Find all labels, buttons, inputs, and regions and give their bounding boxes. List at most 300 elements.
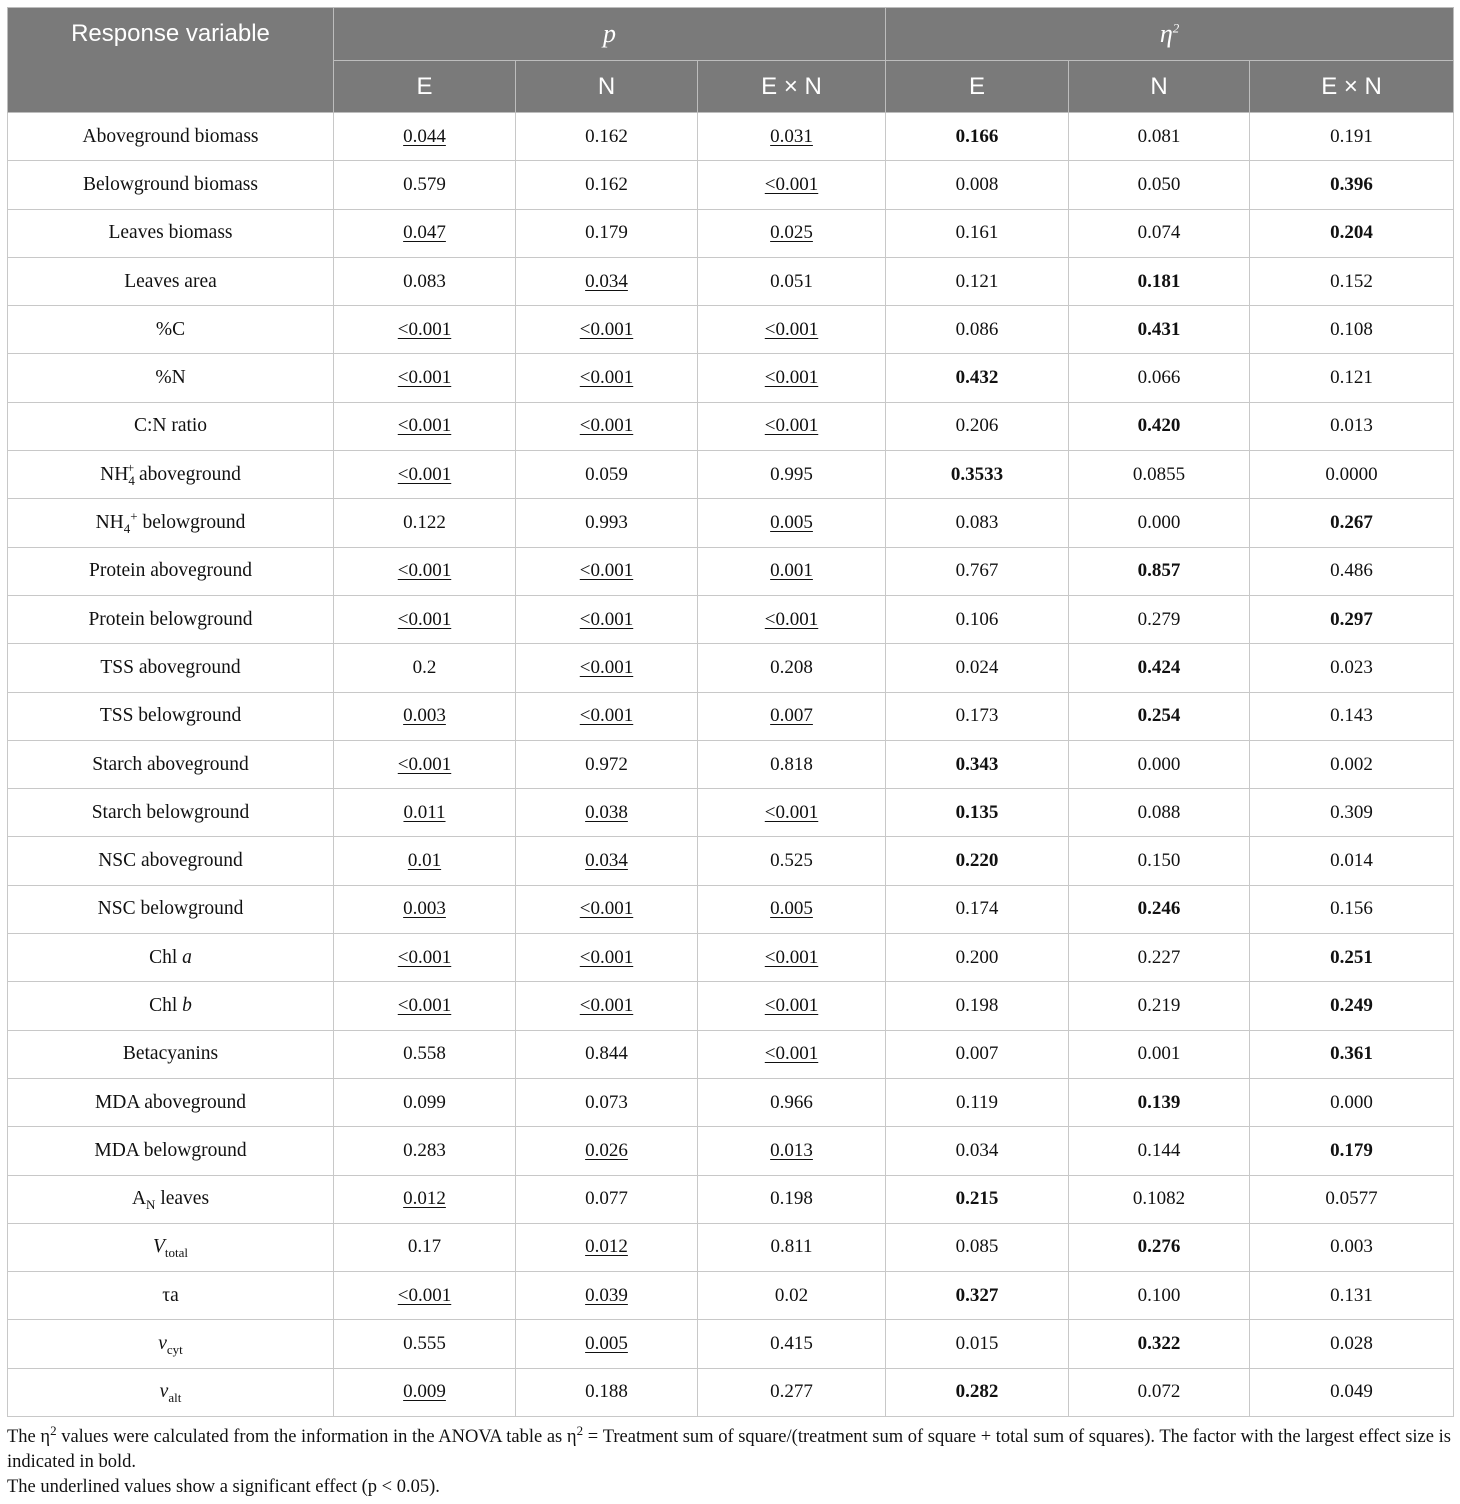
cell-value: 0.191	[1330, 125, 1373, 147]
cell-value: 0.008	[955, 173, 999, 195]
cell-eta-exn	[1250, 161, 1454, 209]
cell-eta-exn	[1250, 885, 1454, 933]
cell-p-e	[334, 209, 516, 257]
cell-p-e	[334, 789, 516, 837]
header-group-p: p	[334, 8, 886, 61]
cell-value: 0.555	[403, 1333, 446, 1355]
cell-eta-e	[886, 161, 1069, 209]
cell-value: 0.034	[585, 850, 628, 872]
cell-p-e	[334, 306, 516, 354]
cell-p-e	[334, 547, 516, 595]
cell-value: 0.309	[1330, 801, 1373, 823]
cell-eta-n	[1069, 451, 1250, 499]
cell-p-exn	[698, 1127, 886, 1175]
table-row	[8, 789, 1454, 837]
anova-table-container	[7, 7, 1453, 1417]
table-row	[8, 1223, 1454, 1271]
cell-value: 0.009	[403, 1381, 446, 1403]
cell-eta-exn	[1250, 451, 1454, 499]
cell-value: 0.486	[1330, 560, 1373, 582]
cell-value: 0.198	[770, 1188, 813, 1210]
header-response-variable: Response variable	[8, 8, 334, 113]
cell-eta-n	[1069, 1368, 1250, 1416]
cell-eta-exn	[1250, 1320, 1454, 1368]
cell-p-exn	[698, 161, 886, 209]
table-row	[8, 837, 1454, 885]
cell-value: <0.001	[397, 946, 452, 968]
row-label: Leaves biomass	[8, 209, 334, 257]
cell-eta-exn	[1250, 354, 1454, 402]
cell-p-n	[516, 692, 698, 740]
cell-value: 0.966	[770, 1091, 813, 1113]
cell-p-e	[334, 1175, 516, 1223]
cell-eta-n	[1069, 837, 1250, 885]
table-footnote	[7, 1422, 1457, 1500]
cell-value: 0.525	[770, 850, 813, 872]
cell-eta-e	[886, 740, 1069, 788]
cell-value: 0.007	[955, 1043, 999, 1065]
cell-p-exn	[698, 451, 886, 499]
row-label: Chl b	[8, 982, 334, 1030]
cell-value: 0.279	[1137, 608, 1181, 630]
eta-superscript: 2	[1172, 20, 1180, 36]
cell-value: 0.012	[585, 1236, 628, 1258]
cell-p-n	[516, 451, 698, 499]
cell-p-e	[334, 1320, 516, 1368]
cell-eta-e	[886, 885, 1069, 933]
cell-value: 0.005	[770, 512, 813, 534]
cell-p-n	[516, 1175, 698, 1223]
cell-p-e	[334, 1272, 516, 1320]
cell-value: 0.188	[585, 1381, 628, 1403]
cell-eta-exn	[1250, 257, 1454, 305]
cell-value: 0.254	[1137, 705, 1181, 727]
cell-eta-exn	[1250, 306, 1454, 354]
cell-value: 0.162	[585, 173, 628, 195]
cell-p-exn	[698, 547, 886, 595]
cell-value: <0.001	[579, 318, 634, 340]
cell-p-exn	[698, 885, 886, 933]
cell-value: <0.001	[397, 463, 452, 485]
cell-value: <0.001	[579, 367, 634, 389]
table-row	[8, 740, 1454, 788]
cell-value: 0.0577	[1325, 1188, 1378, 1210]
cell-value: 0.106	[955, 608, 999, 630]
cell-value: 0.424	[1137, 656, 1181, 678]
eta-symbol: η	[1159, 19, 1173, 48]
row-label: TSS belowground	[8, 692, 334, 740]
table-row	[8, 595, 1454, 643]
cell-eta-e	[886, 1223, 1069, 1271]
cell-value: 0.431	[1137, 318, 1181, 340]
table-row	[8, 885, 1454, 933]
cell-p-e	[334, 1127, 516, 1175]
row-label: Leaves area	[8, 257, 334, 305]
cell-value: 0.173	[955, 705, 999, 727]
cell-value: 0.086	[955, 318, 999, 340]
header-row-1	[8, 8, 1454, 61]
cell-eta-n	[1069, 789, 1250, 837]
table-row	[8, 692, 1454, 740]
table-row	[8, 1030, 1454, 1078]
cell-value: 0.023	[1330, 656, 1373, 678]
cell-eta-exn	[1250, 692, 1454, 740]
cell-eta-n	[1069, 1030, 1250, 1078]
cell-p-exn	[698, 1368, 886, 1416]
cell-eta-exn	[1250, 499, 1454, 547]
cell-value: 0.0855	[1132, 463, 1186, 485]
cell-p-exn	[698, 209, 886, 257]
cell-value: 0.156	[1330, 898, 1373, 920]
cell-value: 0.150	[1137, 850, 1181, 872]
cell-p-n	[516, 1078, 698, 1126]
cell-p-exn	[698, 789, 886, 837]
cell-value: 0.099	[403, 1091, 446, 1113]
cell-eta-exn	[1250, 1127, 1454, 1175]
row-label: C:N ratio	[8, 402, 334, 450]
row-label: Starch aboveground	[8, 740, 334, 788]
cell-value: 0.415	[770, 1333, 813, 1355]
cell-value: 0.013	[770, 1139, 813, 1161]
cell-eta-e	[886, 595, 1069, 643]
cell-p-n	[516, 499, 698, 547]
cell-eta-exn	[1250, 740, 1454, 788]
cell-p-exn	[698, 1320, 886, 1368]
row-label: Protein belowground	[8, 595, 334, 643]
cell-value: 0.088	[1137, 801, 1181, 823]
cell-value: 0.000	[1137, 512, 1181, 534]
cell-p-n	[516, 1320, 698, 1368]
cell-value: 0.000	[1330, 1091, 1373, 1113]
table-row	[8, 161, 1454, 209]
cell-p-n	[516, 354, 698, 402]
cell-value: 0.1082	[1132, 1188, 1186, 1210]
cell-value: 0.993	[585, 512, 628, 534]
cell-value: 0.251	[1330, 946, 1373, 968]
cell-p-n	[516, 595, 698, 643]
cell-p-e	[334, 934, 516, 982]
cell-value: 0.059	[585, 463, 628, 485]
cell-value: 0.074	[1137, 222, 1181, 244]
cell-value: 0.361	[1330, 1043, 1373, 1065]
cell-value: <0.001	[579, 705, 634, 727]
cell-p-exn	[698, 354, 886, 402]
cell-value: 0.144	[1137, 1139, 1181, 1161]
table-row	[8, 113, 1454, 161]
table-row	[8, 451, 1454, 499]
cell-value: 0.131	[1330, 1284, 1373, 1306]
cell-p-exn	[698, 692, 886, 740]
cell-value: <0.001	[397, 994, 452, 1016]
cell-value: 0.3533	[950, 463, 1004, 485]
cell-p-e	[334, 1368, 516, 1416]
cell-value: <0.001	[397, 367, 452, 389]
cell-value: 0.025	[770, 222, 813, 244]
cell-value: <0.001	[579, 946, 634, 968]
cell-eta-n	[1069, 161, 1250, 209]
cell-value: 0.039	[585, 1284, 628, 1306]
cell-value: 0.028	[1330, 1333, 1373, 1355]
cell-eta-e	[886, 402, 1069, 450]
cell-value: 0.015	[955, 1333, 999, 1355]
cell-eta-e	[886, 982, 1069, 1030]
cell-p-exn	[698, 1175, 886, 1223]
table-row	[8, 1368, 1454, 1416]
cell-p-e	[334, 402, 516, 450]
cell-value: 0.038	[585, 801, 628, 823]
cell-value: <0.001	[397, 560, 452, 582]
cell-eta-e	[886, 837, 1069, 885]
cell-value: <0.001	[764, 608, 819, 630]
row-label: $\nu_{cyt}$	[8, 1320, 334, 1368]
cell-eta-n	[1069, 1320, 1250, 1368]
cell-value: 0.047	[403, 222, 446, 244]
cell-p-n	[516, 1030, 698, 1078]
table-row	[8, 257, 1454, 305]
cell-eta-e	[886, 306, 1069, 354]
cell-p-e	[334, 885, 516, 933]
cell-value: 0.012	[403, 1188, 446, 1210]
row-label: TSS aboveground	[8, 644, 334, 692]
cell-p-n	[516, 161, 698, 209]
cell-eta-e	[886, 1127, 1069, 1175]
table-row	[8, 1127, 1454, 1175]
cell-value: 0.007	[770, 705, 813, 727]
row-label: MDA belowground	[8, 1127, 334, 1175]
cell-value: 0.277	[770, 1381, 813, 1403]
cell-eta-exn	[1250, 982, 1454, 1030]
cell-eta-exn	[1250, 644, 1454, 692]
cell-eta-n	[1069, 354, 1250, 402]
cell-value: 0.139	[1137, 1091, 1181, 1113]
cell-value: <0.001	[764, 994, 819, 1016]
cell-value: 0.073	[585, 1091, 628, 1113]
header-group-eta	[886, 8, 1454, 61]
cell-eta-n	[1069, 1223, 1250, 1271]
cell-p-n	[516, 644, 698, 692]
cell-p-n	[516, 740, 698, 788]
cell-eta-n	[1069, 885, 1250, 933]
row-label: MDA aboveground	[8, 1078, 334, 1126]
cell-value: 0.050	[1137, 173, 1181, 195]
cell-eta-exn	[1250, 1078, 1454, 1126]
table-row	[8, 402, 1454, 450]
cell-eta-exn	[1250, 837, 1454, 885]
cell-value: 0.002	[1330, 753, 1373, 775]
header-eta-e: E	[886, 61, 1069, 113]
cell-eta-n	[1069, 740, 1250, 788]
cell-eta-exn	[1250, 113, 1454, 161]
cell-value: 0.077	[585, 1188, 628, 1210]
cell-eta-exn	[1250, 1030, 1454, 1078]
cell-value: 0.0000	[1325, 463, 1378, 485]
cell-p-e	[334, 113, 516, 161]
cell-value: 0.081	[1137, 125, 1181, 147]
cell-value: <0.001	[397, 1284, 452, 1306]
cell-value: 0.420	[1137, 415, 1181, 437]
cell-p-exn	[698, 499, 886, 547]
cell-value: <0.001	[397, 753, 452, 775]
table-row	[8, 644, 1454, 692]
cell-eta-e	[886, 209, 1069, 257]
cell-eta-n	[1069, 595, 1250, 643]
cell-value: 0.072	[1137, 1381, 1181, 1403]
cell-value: 0.049	[1330, 1381, 1373, 1403]
cell-eta-n	[1069, 257, 1250, 305]
cell-value: 0.200	[955, 946, 999, 968]
cell-p-n	[516, 1223, 698, 1271]
cell-p-exn	[698, 1078, 886, 1126]
cell-p-e	[334, 1030, 516, 1078]
cell-p-n	[516, 209, 698, 257]
cell-eta-exn	[1250, 1368, 1454, 1416]
cell-p-e	[334, 740, 516, 788]
cell-p-n	[516, 1368, 698, 1416]
cell-p-exn	[698, 306, 886, 354]
table-row	[8, 982, 1454, 1030]
header-eta-exn: E × N	[1250, 61, 1454, 113]
table-row	[8, 547, 1454, 595]
cell-value: 0.013	[1330, 415, 1373, 437]
cell-eta-e	[886, 692, 1069, 740]
cell-value: <0.001	[579, 415, 634, 437]
cell-value: 0.811	[770, 1236, 813, 1258]
cell-p-e	[334, 257, 516, 305]
cell-value: <0.001	[764, 173, 819, 195]
cell-eta-n	[1069, 1175, 1250, 1223]
cell-eta-exn	[1250, 1272, 1454, 1320]
cell-eta-e	[886, 257, 1069, 305]
cell-value: 0.818	[770, 753, 813, 775]
cell-eta-e	[886, 1030, 1069, 1078]
cell-value: 0.001	[1137, 1043, 1181, 1065]
cell-eta-n	[1069, 934, 1250, 982]
row-label: $NH_4^+$ aboveground	[8, 451, 334, 499]
table-row	[8, 1175, 1454, 1223]
cell-p-e	[334, 161, 516, 209]
cell-value: 0.122	[403, 512, 446, 534]
header-p-e: E	[334, 61, 516, 113]
cell-value: 0.135	[955, 801, 999, 823]
cell-p-exn	[698, 740, 886, 788]
row-label: Betacyanins	[8, 1030, 334, 1078]
cell-value: 0.215	[955, 1188, 999, 1210]
cell-p-e	[334, 692, 516, 740]
cell-value: 0.014	[1330, 850, 1373, 872]
cell-eta-n	[1069, 1078, 1250, 1126]
cell-value: 0.034	[955, 1139, 999, 1161]
cell-value: 0.152	[1330, 270, 1373, 292]
cell-value: 0.162	[585, 125, 628, 147]
cell-value: <0.001	[397, 608, 452, 630]
footnote-eta-definition: The $\eta^2$ values were calculated from the information in the ANOVA table as $\eta^2$ = Treatment sum of square/(treatment sum of square + total sum of squares). The factor with the largest effect size is indicated in bold.	[7, 1422, 1451, 1472]
cell-value: 0.011	[403, 801, 446, 823]
cell-value: 0.198	[955, 994, 999, 1016]
cell-value: 0.034	[585, 270, 628, 292]
cell-p-n	[516, 934, 698, 982]
cell-value: 0.181	[1137, 270, 1181, 292]
cell-value: 0.227	[1137, 946, 1181, 968]
row-label: Protein aboveground	[8, 547, 334, 595]
cell-eta-e	[886, 1320, 1069, 1368]
cell-value: 0.267	[1330, 512, 1373, 534]
table-body	[8, 113, 1454, 1417]
cell-value: 0.085	[955, 1236, 999, 1258]
cell-value: 0.208	[770, 656, 813, 678]
cell-value: 0.174	[955, 898, 999, 920]
cell-eta-e	[886, 1078, 1069, 1126]
row-label: Chl a	[8, 934, 334, 982]
cell-p-n	[516, 837, 698, 885]
cell-eta-exn	[1250, 789, 1454, 837]
cell-p-e	[334, 499, 516, 547]
cell-p-e	[334, 354, 516, 402]
cell-value: 0.219	[1137, 994, 1181, 1016]
cell-value: 0.031	[770, 125, 813, 147]
cell-value: 0.327	[955, 1284, 999, 1306]
cell-value: 0.121	[955, 270, 999, 292]
cell-p-n	[516, 113, 698, 161]
cell-value: 0.17	[407, 1236, 442, 1258]
cell-eta-e	[886, 934, 1069, 982]
row-label: $V_{total}$	[8, 1223, 334, 1271]
header-p-n: N	[516, 61, 698, 113]
cell-eta-exn	[1250, 595, 1454, 643]
cell-eta-exn	[1250, 402, 1454, 450]
cell-p-exn	[698, 644, 886, 692]
cell-value: 0.995	[770, 463, 813, 485]
cell-value: <0.001	[579, 994, 634, 1016]
cell-value: <0.001	[764, 318, 819, 340]
cell-p-n	[516, 1272, 698, 1320]
cell-value: 0.083	[955, 512, 999, 534]
cell-value: 0.066	[1137, 367, 1181, 389]
cell-p-e	[334, 982, 516, 1030]
cell-value: 0.02	[774, 1284, 809, 1306]
cell-value: <0.001	[764, 946, 819, 968]
cell-eta-e	[886, 499, 1069, 547]
cell-eta-e	[886, 644, 1069, 692]
cell-eta-n	[1069, 113, 1250, 161]
cell-value: 0.026	[585, 1139, 628, 1161]
cell-value: 0.246	[1137, 898, 1181, 920]
cell-value: 0.220	[955, 850, 999, 872]
cell-value: <0.001	[397, 415, 452, 437]
cell-eta-e	[886, 354, 1069, 402]
cell-p-n	[516, 1127, 698, 1175]
row-label: τa	[8, 1272, 334, 1320]
cell-value: 0.283	[403, 1139, 446, 1161]
cell-value: 0.003	[403, 898, 446, 920]
cell-p-e	[334, 1223, 516, 1271]
cell-p-n	[516, 982, 698, 1030]
cell-value: 0.2	[412, 656, 437, 678]
cell-p-e	[334, 837, 516, 885]
cell-eta-exn	[1250, 1223, 1454, 1271]
cell-eta-n	[1069, 644, 1250, 692]
cell-p-exn	[698, 1223, 886, 1271]
table-row	[8, 306, 1454, 354]
cell-p-exn	[698, 257, 886, 305]
cell-p-exn	[698, 837, 886, 885]
cell-value: 0.844	[585, 1043, 628, 1065]
cell-value: 0.108	[1330, 318, 1373, 340]
cell-p-exn	[698, 402, 886, 450]
cell-value: 0.005	[770, 898, 813, 920]
cell-eta-n	[1069, 692, 1250, 740]
cell-value: 0.044	[403, 125, 446, 147]
cell-eta-n	[1069, 499, 1250, 547]
